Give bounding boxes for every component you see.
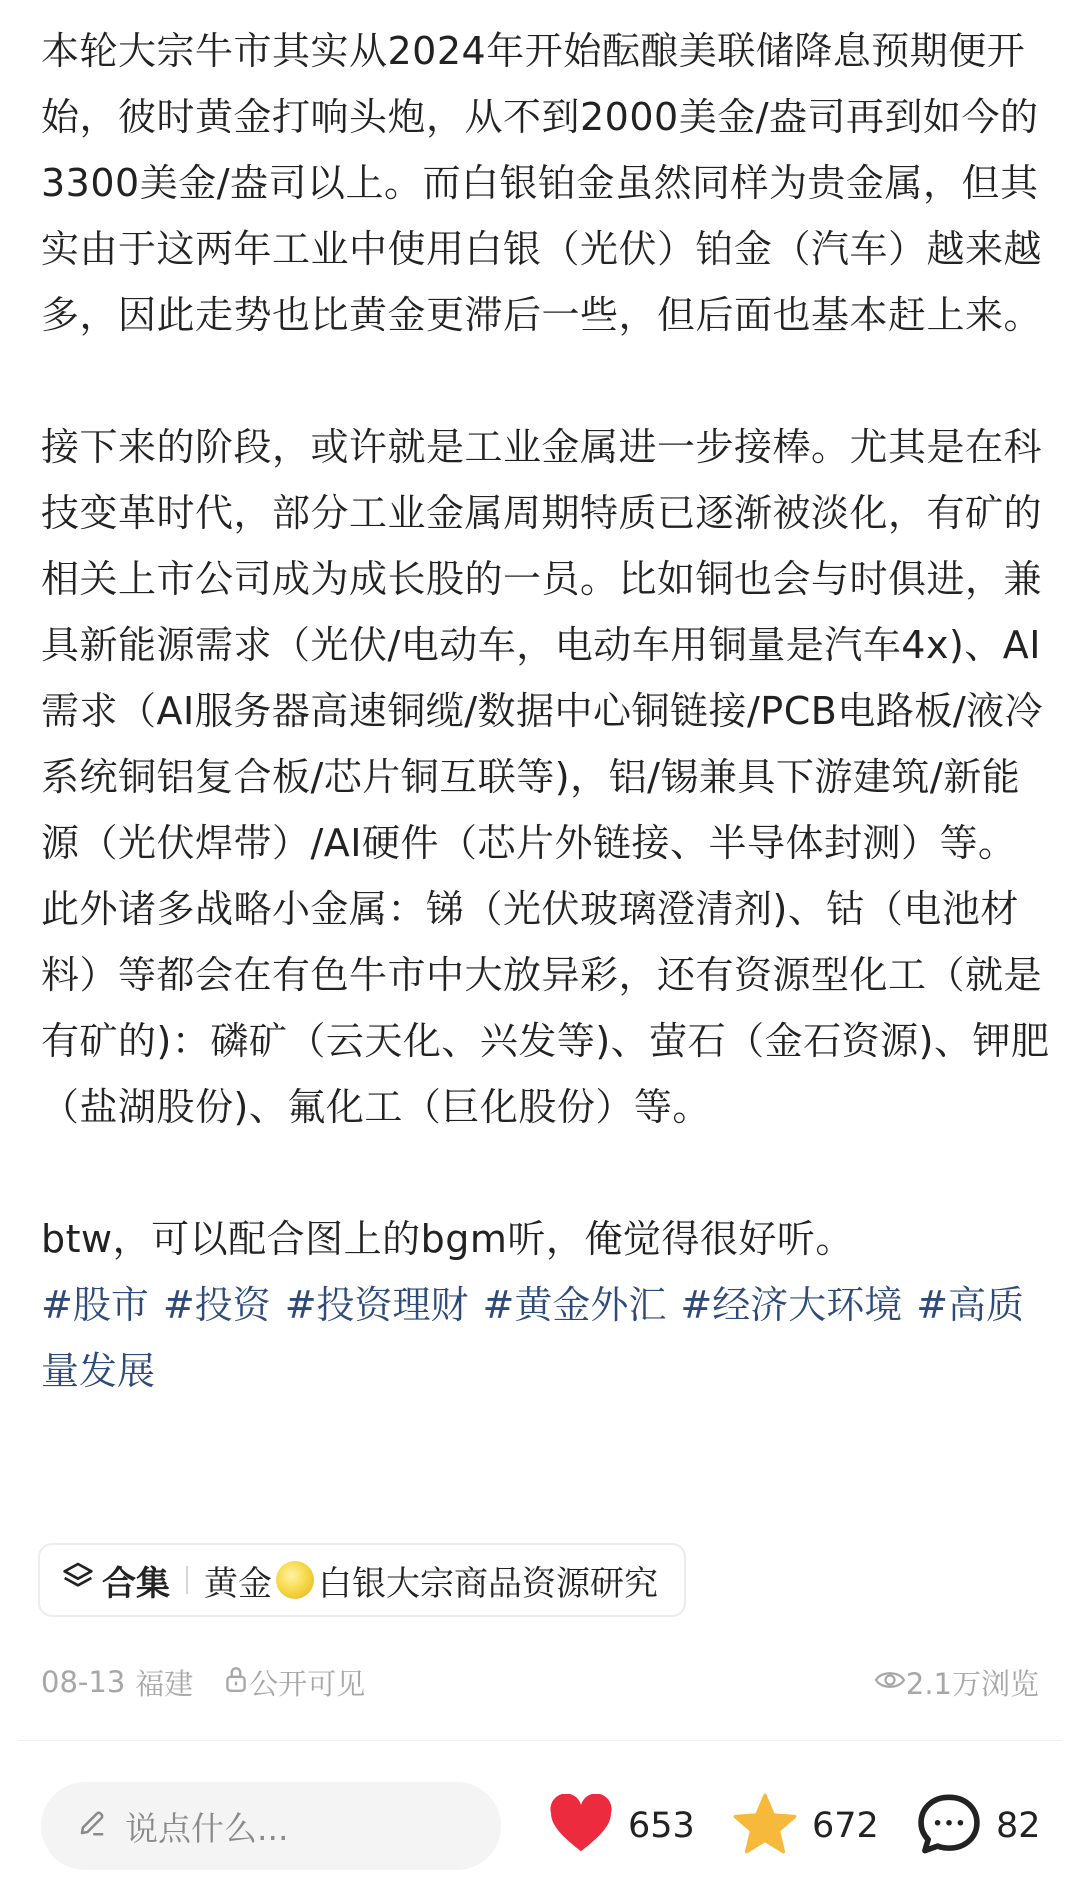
- comment-input[interactable]: [41, 1782, 501, 1870]
- star-icon: [732, 1792, 798, 1860]
- collection-chip[interactable]: [38, 1543, 686, 1617]
- post-date: 08-13: [41, 1665, 126, 1699]
- post-paragraph-3: btw，可以配合图上的bgm听，俺觉得很好听。: [41, 1217, 854, 1261]
- visibility-label: 公开可见: [249, 1666, 366, 1701]
- comment-count: 82: [996, 1806, 1041, 1846]
- post-paragraph-1: 本轮大宗牛市其实从2024年开始酝酿美联储降息预期便开始，彼时黄金打响头炮，从不到2000美金/盎司再到如今的3300美金/盎司以上。而白银铂金虽然同样为贵金属，但其实由于这两年工业中使用白银（光伏）铂金（汽车）越来越多，因此走势也比黄金更滞后一些，但后面也基本赶上来。: [41, 29, 1043, 337]
- comment-placeholder: 说点什么...: [125, 1808, 289, 1848]
- post-body: [41, 18, 1051, 1404]
- comment-icon: [916, 1792, 982, 1860]
- layers-icon: [62, 1560, 94, 1601]
- like-count: 653: [628, 1806, 695, 1846]
- pencil-icon: [77, 1807, 107, 1846]
- tag-link[interactable]: #黄金外汇: [482, 1283, 667, 1327]
- tag-link[interactable]: #股市: [41, 1283, 149, 1327]
- paragraph-gap: [41, 1140, 1051, 1206]
- post-meta: [41, 1660, 1039, 1704]
- lock-icon: [223, 1664, 249, 1701]
- collection-separator: [186, 1566, 188, 1594]
- like-button[interactable]: [548, 1782, 695, 1870]
- moon-emoji-icon: [276, 1561, 314, 1599]
- views-label: 2.1万浏览: [905, 1666, 1039, 1701]
- divider: [18, 1740, 1062, 1741]
- heart-icon: [548, 1794, 614, 1858]
- tag-list: [41, 1272, 1051, 1404]
- post-location: 福建: [135, 1666, 194, 1701]
- tag-link[interactable]: #高质量发展: [41, 1283, 1025, 1393]
- favorite-count: 672: [812, 1806, 879, 1846]
- view-count: [874, 1662, 1039, 1703]
- eye-icon: [874, 1665, 906, 1699]
- visibility-status: [223, 1662, 365, 1703]
- collection-name-suffix: 白银大宗商品资源研究: [318, 1563, 658, 1604]
- collection-label: 合集: [102, 1563, 170, 1604]
- tag-link[interactable]: #投资: [162, 1283, 271, 1327]
- paragraph-gap: [41, 348, 1051, 414]
- bottom-action-bar: [0, 1760, 1080, 1889]
- tag-link[interactable]: #投资理财: [284, 1283, 469, 1327]
- favorite-button[interactable]: [732, 1782, 879, 1870]
- tag-link[interactable]: #经济大环境: [680, 1283, 903, 1327]
- collection-name-prefix: 黄金: [204, 1563, 272, 1604]
- post-paragraph-2: 接下来的阶段，或许就是工业金属进一步接棒。尤其是在科技变革时代，部分工业金属周期特质已逐渐被淡化，有矿的相关上市公司成为成长股的一员。比如铜也会与时俱进，兼具新能源需求（光伏/电动车，电动车用铜量是汽车4x)、AI需求（AI服务器高速铜缆/数据中心铜链接/PCB电路板/液冷系统铜铝复合板/芯片铜互联等)，铝/锡兼具下游建筑/新能源（光伏焊带）/AI硬件（芯片外链接、半导体封测）等。此外诸多战略小金属：锑（光伏玻璃澄清剂)、钴（电池材料）等都会在有色牛市中大放异彩，还有资源型化工（就是有矿的)：磷矿（云天化、兴发等)、萤石（金石资源)、钾肥（盐湖股份)、氟化工（巨化股份）等。: [41, 425, 1050, 1129]
- comment-button[interactable]: [916, 1782, 1041, 1870]
